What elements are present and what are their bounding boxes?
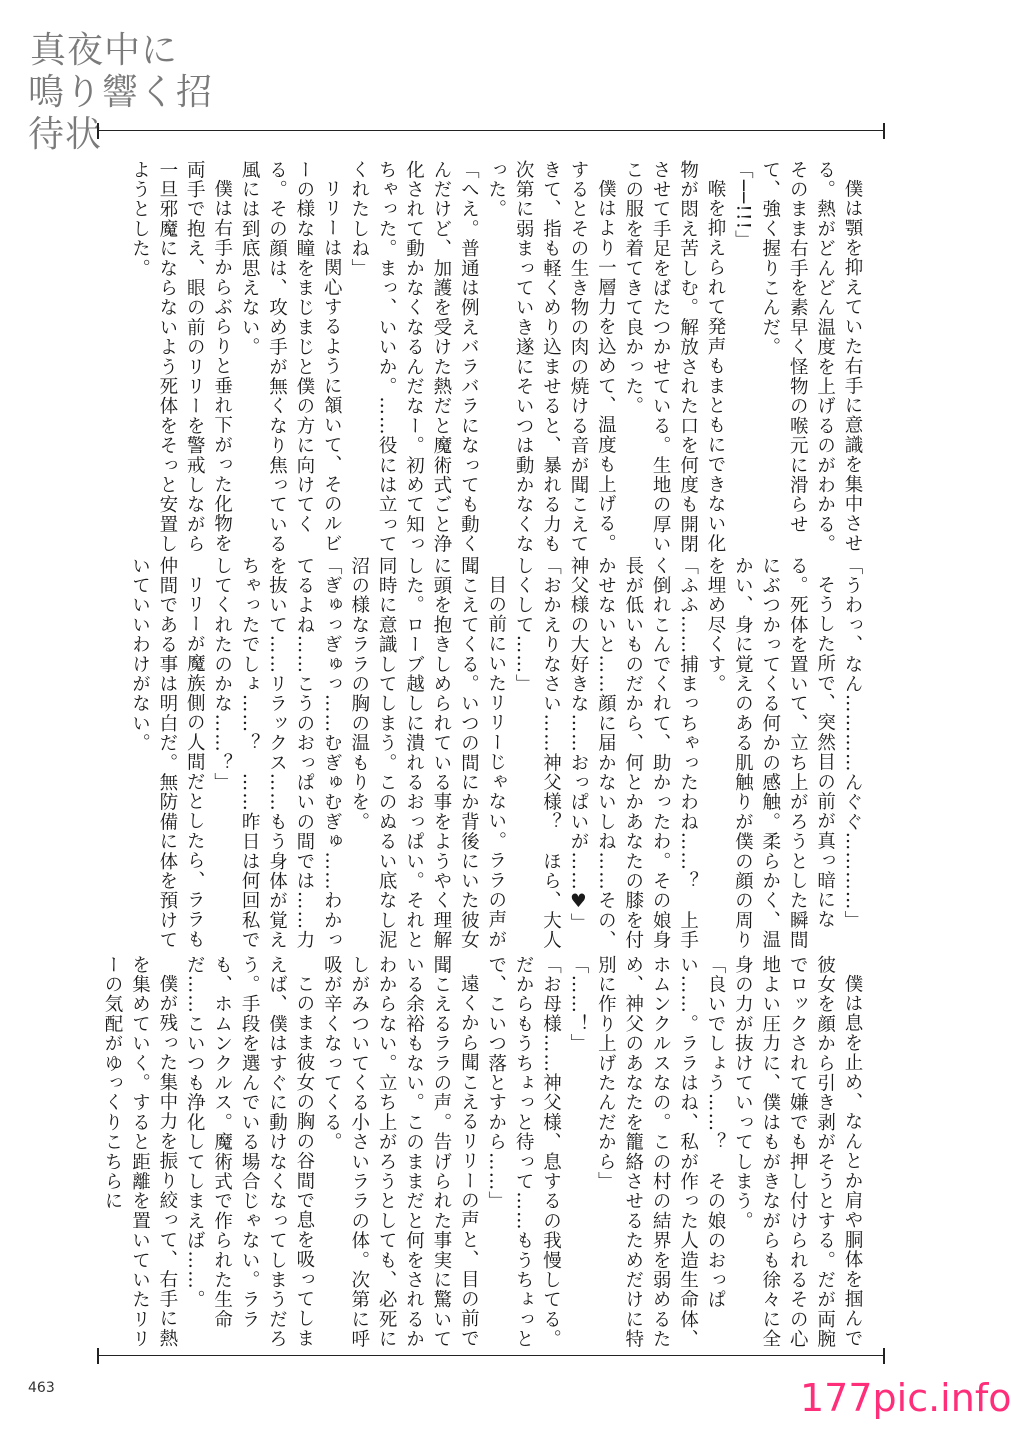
book-title-line2: 鳴り響く招待状 xyxy=(28,72,214,155)
paragraph: 「ぎゅっぎゅっ……むぎゅむぎゅ……わかってるよね……こうのおっぱいの間では……力を抜いて……リラックス……もう身体が覚えちゃったでしょ……？ ……昨日は何回私でしてくれたのかな……？」 xyxy=(211,556,343,950)
paragraph: 「──!!!」 xyxy=(732,160,754,250)
paragraph: 僕は右手からぶらりと垂れ下がった化物を両手で抱え、眼の前のリリーを警戒しながら一旦邪魔にならないよう死体をそっと安置しようとした。 xyxy=(129,160,233,554)
watermark: 177pic.info xyxy=(800,1376,1011,1420)
paragraph: 「……！」 xyxy=(567,955,589,1054)
paragraph: 遠くから聞こえるリリーの声と、目の前で聞こえるララの声。告げられた事実に驚いている余裕もない。このままだと何をされるかわからない。立ち上がろうとしても、必死にしがみついてくる小さいララの体。次第に呼吸が辛くなってくる。 xyxy=(321,955,480,1349)
paragraph: 僕が残った集中力を振り絞って、右手に熱を集めていく。すると距離を置いていたリリーの気配がゆっくりこちらに xyxy=(102,955,178,1349)
paragraph: 「へえ。普通は例えバラバラになっても動くんだけど、加護を受けた熱だと魔術式ごと浄化されて動かなくなるんだなー。初めて知っちゃった。まっ、いいか。……役には立ってくれたしね」 xyxy=(348,160,480,554)
paragraph: 「お母様……神父様、息するの我慢してる。だからもうちょっと待って……もうちょっとで、こいつ落とすから……」 xyxy=(485,955,562,1349)
paragraph: リリーは関心するように頷いて、そのルビーの様な瞳をまじまじと僕の方に向けてくる。その顔は、攻め手が無くなり焦っている風には到底思えない。 xyxy=(239,160,343,554)
book-title-line1: 真夜中に xyxy=(30,30,179,71)
paragraph: このまま彼女の胸の谷間で息を吸ってしまえば、僕はすぐに動けなくなってしまうだろう。手段を選んでいる場合じゃない。ララも、ホムンクルス。魔術式で作られた生命だ……こいつも浄化してしまえば……。 xyxy=(184,955,315,1349)
bottom-rule xyxy=(97,1355,885,1356)
paragraph: 僕はより一層力を込めて、温度も上げる。するとその生き物の肉の焼ける音が聞こえてきて、指も軽くめり込ませると、暴れる力も次第に弱まっていき遂にそいつは動かなくなった。 xyxy=(485,160,617,554)
paragraph: 「おかえりなさい……神父様？ ほら、大人しくして……」 xyxy=(513,556,562,950)
paragraph: 「ふふ……捕まっちゃったわね……？ 上手く倒れこんでくれて、助かったわ。その娘身長が低いものだから、何とかあなたの膝を付かせないと……顔に届かないしね……その、神父様の大好きな……おっぱいが……♥」 xyxy=(567,556,699,950)
text-tier-2 xyxy=(120,556,866,952)
top-rule xyxy=(97,130,885,131)
paragraph: 「良いでしょう……？ その娘のおっぱい……。ララはね、私が作った人造生命体、ホムンクルスなの。この村の結界を弱めるため、神父のあなたを籠絡させるためだけに特別に作り上げたんだから」 xyxy=(595,955,726,1349)
paragraph: そうした所で、突然目の前が真っ暗になる。死体を置いて、立ち上がろうとした瞬間にぶつかってくる何かの感触。柔らかく、温かい、身に覚えのある肌触りが僕の顔の周りを埋め尽くす。 xyxy=(704,556,836,950)
book-title xyxy=(28,30,248,156)
paragraph: リリーが魔族側の人間だとしたら、ララも仲間である事は明白だ。無防備に体を預けていていいわけがない。 xyxy=(129,556,206,950)
paragraph: 喉を抑えられて発声もまともにできない化物が悶え苦しむ。解放された口を何度も開閉させて手足をばたつかせている。生地の厚いこの服を着てきて良かった。 xyxy=(622,160,726,554)
page-number: 463 xyxy=(28,1380,55,1396)
paragraph: 僕は顎を抑えていた右手に意識を集中させる。熱がどんどん温度を上げるのがわかる。そのまま右手を素早く怪物の喉元に滑らせて、強く握りこんだ。 xyxy=(759,160,863,554)
paragraph: 「うわっ、なん…………んぐぐ…………」 xyxy=(842,556,863,931)
paragraph: 目の前にいたリリーじゃない。ララの声が聞こえてくる。いつの間にか背後にいた彼女に頭を抱きしめられている事をようやく理解した。ローブ越しに潰れるおっぱい。それと同時に意識してしまう。このぬるい底なし泥沼の様なララの胸の温もりを。 xyxy=(348,556,507,950)
text-tier-3 xyxy=(102,955,866,1351)
text-tier-1 xyxy=(120,160,866,556)
paragraph: 僕は息を止め、なんとか肩や胴体を掴んで彼女を顔から引き剥がそうとする。だが両腕でロックされて嫌でも押し付けられるその心地よい圧力に、僕はもがきながらも徐々に全身の力が抜けていってしまう。 xyxy=(732,955,863,1349)
